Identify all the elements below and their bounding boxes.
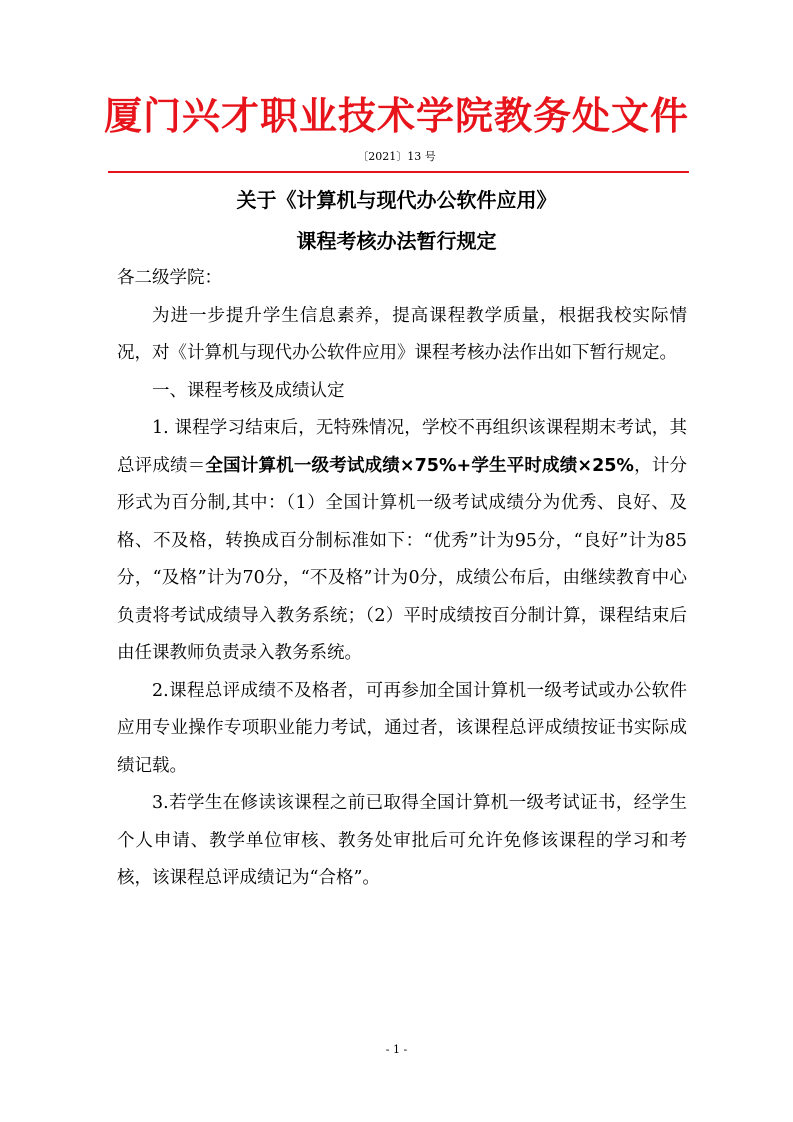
salutation: 各二级学院： bbox=[117, 268, 222, 288]
item-3-paragraph: 3.若学生在修读该课程之前已取得全国计算机一级考试证书，经学生个人申请、教学单位审核、教务处审批后可允许免修该课程的学习和考核，该课程总评成绩记为“合格”。 bbox=[117, 793, 687, 888]
item-1-formula: 全国计算机一级考试成绩×75%+学生平时成绩×25% bbox=[205, 455, 634, 476]
document-header-title: 厦门兴才职业技术学院教务处文件 bbox=[103, 93, 689, 138]
intro-paragraph: 为进一步提升学生信息素养，提高课程教学质量，根据我校实际情况，对《计算机与现代办公软件应用》课程考核办法作出如下暂行规定。 bbox=[117, 305, 687, 363]
document-number: 〔2021〕13 号 bbox=[357, 150, 436, 163]
item-1-rest: ，计分形式为百分制,其中：（1）全国计算机一级考试成绩分为优秀、良好、及格、不及格，转换成百分制标准如下：“优秀”计为95分，“良好”计为85分，“及格”计为70分，“不及格”计为0分，成绩公布后，由继续教育中心负责将考试成绩导入教务系统；（2）平时成绩按百分制计算，课程结束后由任课教师负责录入教务系统。 bbox=[117, 455, 688, 663]
item-1-paragraph bbox=[117, 410, 687, 673]
section-heading: 一、课程考核及成绩认定 bbox=[152, 380, 345, 401]
item-2-paragraph: 2.课程总评成绩不及格者，可再参加全国计算机一级考试或办公软件应用专业操作专项职业能力考试，通过者，该课程总评成绩按证书实际成绩记载。 bbox=[117, 680, 687, 776]
document-body bbox=[117, 260, 687, 898]
header-divider bbox=[108, 171, 689, 173]
page-number: - 1 - bbox=[385, 1043, 408, 1056]
item-1-lead: 1. 课程学习结束后，无特殊情况，学校不再组织该课程期末考试，其总评成绩＝ bbox=[117, 418, 687, 476]
document-title-line1: 关于《计算机与现代办公软件应用》 bbox=[236, 188, 557, 212]
document-title-line2: 课程考核办法暂行规定 bbox=[296, 229, 497, 253]
